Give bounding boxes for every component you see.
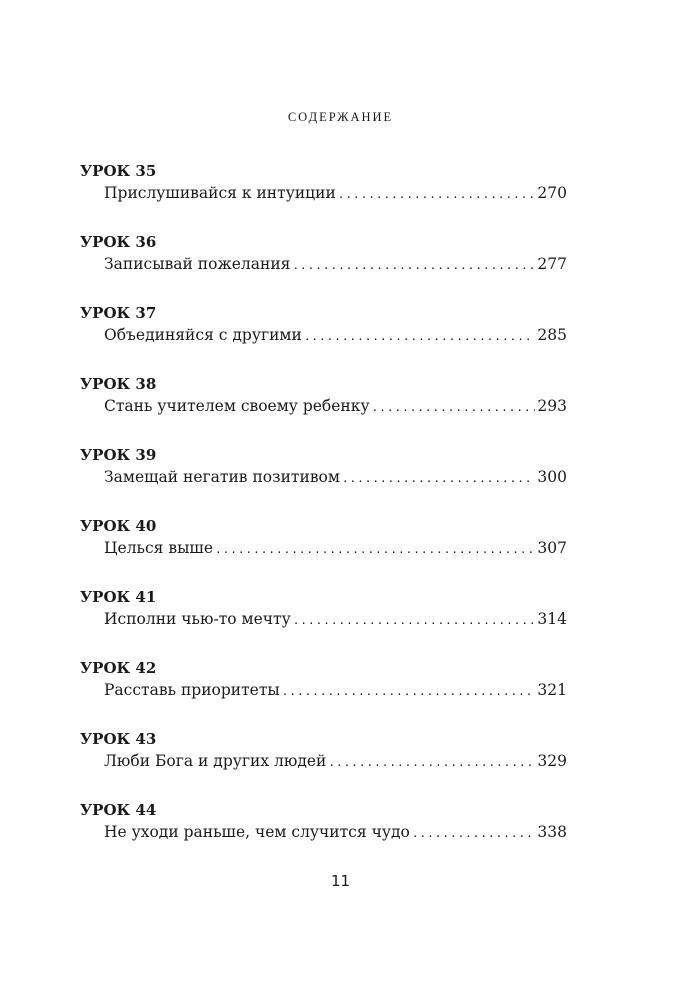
entry-page-number: 321 (537, 681, 567, 699)
dot-leader (292, 255, 535, 277)
entry-title: Исполни чью-то мечту (104, 610, 291, 628)
lesson-title: УРОК 35 (80, 162, 157, 180)
lesson-title: УРОК 40 (80, 517, 157, 535)
toc-lesson (80, 302, 567, 373)
toc-entry[interactable] (104, 466, 567, 490)
lesson-title: УРОК 38 (80, 375, 157, 393)
lesson-title: УРОК 36 (80, 233, 157, 251)
toc-entry[interactable] (104, 821, 567, 845)
toc-lesson (80, 657, 567, 728)
toc-entry[interactable] (104, 537, 567, 561)
toc-entry[interactable] (104, 182, 567, 206)
lesson-title: УРОК 41 (80, 588, 157, 606)
entry-page-number: 277 (537, 255, 567, 273)
entry-title: Стань учителем своему ребенку (104, 397, 370, 415)
entry-page-number: 293 (537, 397, 567, 415)
dot-leader (282, 681, 536, 703)
dot-leader (328, 752, 535, 774)
dot-leader (338, 184, 536, 206)
table-of-contents (80, 160, 567, 870)
toc-entry[interactable] (104, 395, 567, 419)
dot-leader (372, 397, 536, 419)
toc-lesson (80, 799, 567, 870)
entry-page-number: 270 (537, 184, 567, 202)
dot-leader (412, 823, 536, 845)
entry-page-number: 338 (537, 823, 567, 841)
dot-leader (304, 326, 536, 348)
toc-lesson (80, 373, 567, 444)
entry-title: Не уходи раньше, чем случится чудо (104, 823, 410, 841)
entry-page-number: 300 (537, 468, 567, 486)
lesson-title: УРОК 37 (80, 304, 157, 322)
toc-entry[interactable] (104, 750, 567, 774)
lesson-title: УРОК 42 (80, 659, 157, 677)
lesson-title: УРОК 43 (80, 730, 157, 748)
entry-title: Замещай негатив позитивом (104, 468, 340, 486)
entry-page-number: 314 (537, 610, 567, 628)
toc-entry[interactable] (104, 324, 567, 348)
toc-lesson (80, 160, 567, 231)
entry-title: Целься выше (104, 539, 214, 557)
page-header: СОДЕРЖАНИЕ (287, 110, 394, 124)
entry-page-number: 307 (537, 539, 567, 557)
entry-page-number: 285 (537, 326, 567, 344)
lesson-title: УРОК 44 (80, 801, 157, 819)
entry-title: Объединяйся с другими (104, 326, 302, 344)
entry-title: Люби Бога и других людей (104, 752, 327, 770)
entry-title: Расставь приоритеты (104, 681, 280, 699)
toc-lesson (80, 515, 567, 586)
entry-title: Записывай пожелания (104, 255, 291, 273)
page-number: 11 (330, 872, 351, 890)
toc-lesson (80, 728, 567, 799)
dot-leader (342, 468, 535, 490)
toc-lesson (80, 444, 567, 515)
lesson-title: УРОК 39 (80, 446, 157, 464)
toc-entry[interactable] (104, 253, 567, 277)
dot-leader (215, 539, 535, 561)
entry-page-number: 329 (537, 752, 567, 770)
toc-entry[interactable] (104, 679, 567, 703)
entry-title: Прислушивайся к интуиции (104, 184, 336, 202)
toc-lesson (80, 586, 567, 657)
dot-leader (293, 610, 536, 632)
toc-lesson (80, 231, 567, 302)
toc-entry[interactable] (104, 608, 567, 632)
